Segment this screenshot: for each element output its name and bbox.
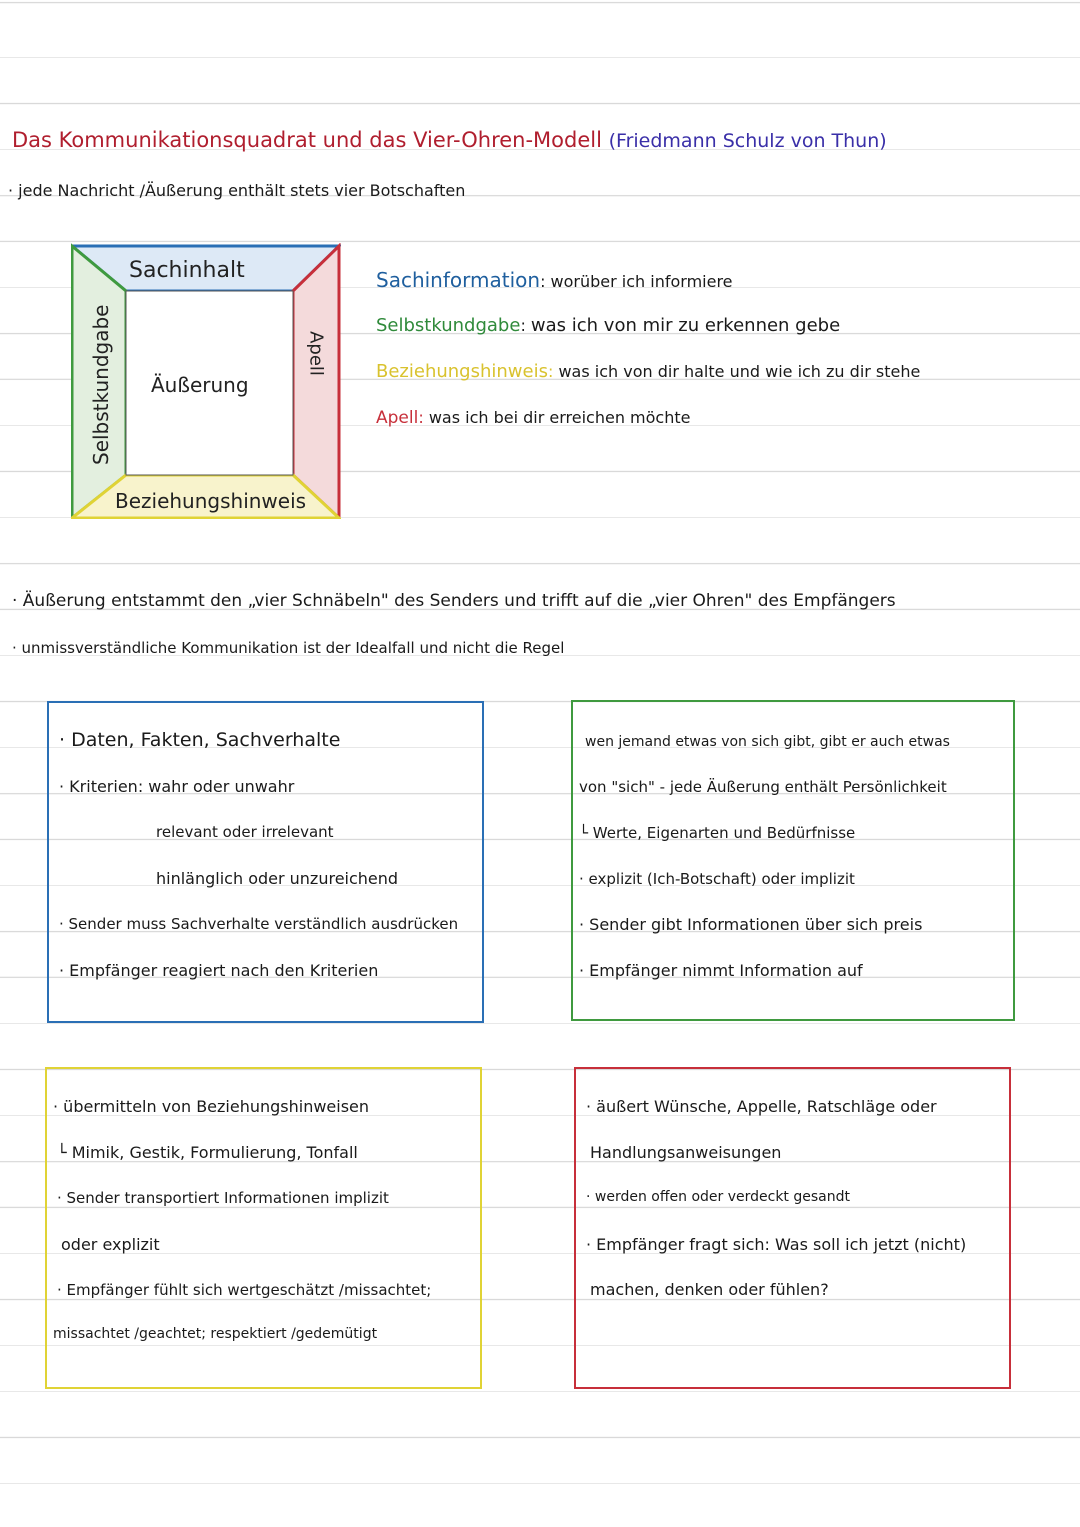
page-title xyxy=(12,128,887,152)
definition-term: Sachinformation xyxy=(376,268,541,292)
square-label-sachinhalt: Sachinhalt xyxy=(129,258,245,283)
box-line: missachtet /geachtet; respektiert /gedemütigt xyxy=(53,1326,378,1342)
definition-text: was ich von dir halte und wie ich zu dir stehe xyxy=(558,362,921,381)
square-label-selbstkundgabe: Selbstkundgabe xyxy=(89,304,113,465)
definition-sep: : xyxy=(547,362,554,381)
definition-sep: : xyxy=(540,272,546,291)
box-selbstkundgabe xyxy=(571,700,1015,1021)
box-line: · übermitteln von Beziehungshinweisen xyxy=(53,1097,370,1116)
paragraph-schnaebel: · Äußerung entstammt den „vier Schnäbeln" des Senders und trifft auf die „vier Ohren" des Empfängers xyxy=(12,591,896,611)
box-line: └ Mimik, Gestik, Formulierung, Tonfall xyxy=(57,1143,358,1162)
box-line: · Empfänger fühlt sich wertgeschätzt /missachtet; xyxy=(57,1281,432,1299)
box-line: machen, denken oder fühlen? xyxy=(590,1280,829,1299)
box-line: von "sich" - jede Äußerung enthält Persönlichkeit xyxy=(579,778,947,796)
definition-text: worüber ich informiere xyxy=(550,272,733,291)
box-line: · Sender muss Sachverhalte verständlich ausdrücken xyxy=(59,915,459,933)
box-beziehungshinweis xyxy=(45,1067,482,1389)
box-line: · werden offen oder verdeckt gesandt xyxy=(586,1189,850,1205)
definition-text: was ich bei dir erreichen möchte xyxy=(428,408,691,427)
box-line: oder explizit xyxy=(61,1235,160,1254)
box-line: · äußert Wünsche, Appelle, Ratschläge oder xyxy=(586,1097,937,1116)
definition-text: was ich von mir zu erkennen gebe xyxy=(530,315,841,336)
square-label-aeusserung: Äußerung xyxy=(151,373,249,397)
definition-sep: : xyxy=(418,408,424,427)
box-line: · Sender gibt Informationen über sich preis xyxy=(579,915,923,934)
paragraph-idealfall: · unmissverständliche Kommunikation ist der Idealfall und nicht die Regel xyxy=(12,639,565,657)
box-line: · Empfänger fragt sich: Was soll ich jetzt (nicht) xyxy=(586,1235,967,1254)
box-line: · Empfänger reagiert nach den Kriterien xyxy=(59,961,379,980)
definition-apell xyxy=(376,408,690,428)
definition-selbstkundgabe xyxy=(376,315,840,336)
box-sachinhalt xyxy=(47,701,484,1023)
box-line: hinlänglich oder unzureichend xyxy=(156,869,399,888)
definition-term: Beziehungshinweis xyxy=(376,361,548,382)
title-main: Das Kommunikationsquadrat und das Vier-Ohren-Modell xyxy=(12,128,602,152)
definition-sachinformation xyxy=(376,268,733,292)
box-line: wen jemand etwas von sich gibt, gibt er auch etwas xyxy=(585,734,950,750)
square-label-apell: Apell xyxy=(305,331,327,376)
box-line: · Empfänger nimmt Information auf xyxy=(579,961,863,980)
box-line: · explizit (Ich-Botschaft) oder implizit xyxy=(579,870,855,888)
square-label-beziehungshinweis: Beziehungshinweis xyxy=(115,489,307,513)
box-line: └ Werte, Eigenarten und Bedürfnisse xyxy=(579,824,856,842)
box-line: relevant oder irrelevant xyxy=(156,823,334,841)
box-line: · Kriterien: wahr oder unwahr xyxy=(59,777,295,796)
box-line: · Sender transportiert Informationen implizit xyxy=(57,1189,389,1207)
box-line: Handlungsanweisungen xyxy=(590,1143,782,1162)
box-line: · Daten, Fakten, Sachverhalte xyxy=(59,729,341,751)
communication-square xyxy=(71,243,341,519)
box-apell xyxy=(574,1067,1011,1389)
definition-sep: : xyxy=(520,316,526,335)
title-author: (Friedmann Schulz von Thun) xyxy=(608,130,887,152)
definition-beziehungshinweis xyxy=(376,361,920,382)
definition-term: Selbstkundgabe xyxy=(376,315,521,336)
subtitle: · jede Nachricht /Äußerung enthält stets vier Botschaften xyxy=(8,181,466,200)
definition-term: Apell xyxy=(376,408,419,428)
